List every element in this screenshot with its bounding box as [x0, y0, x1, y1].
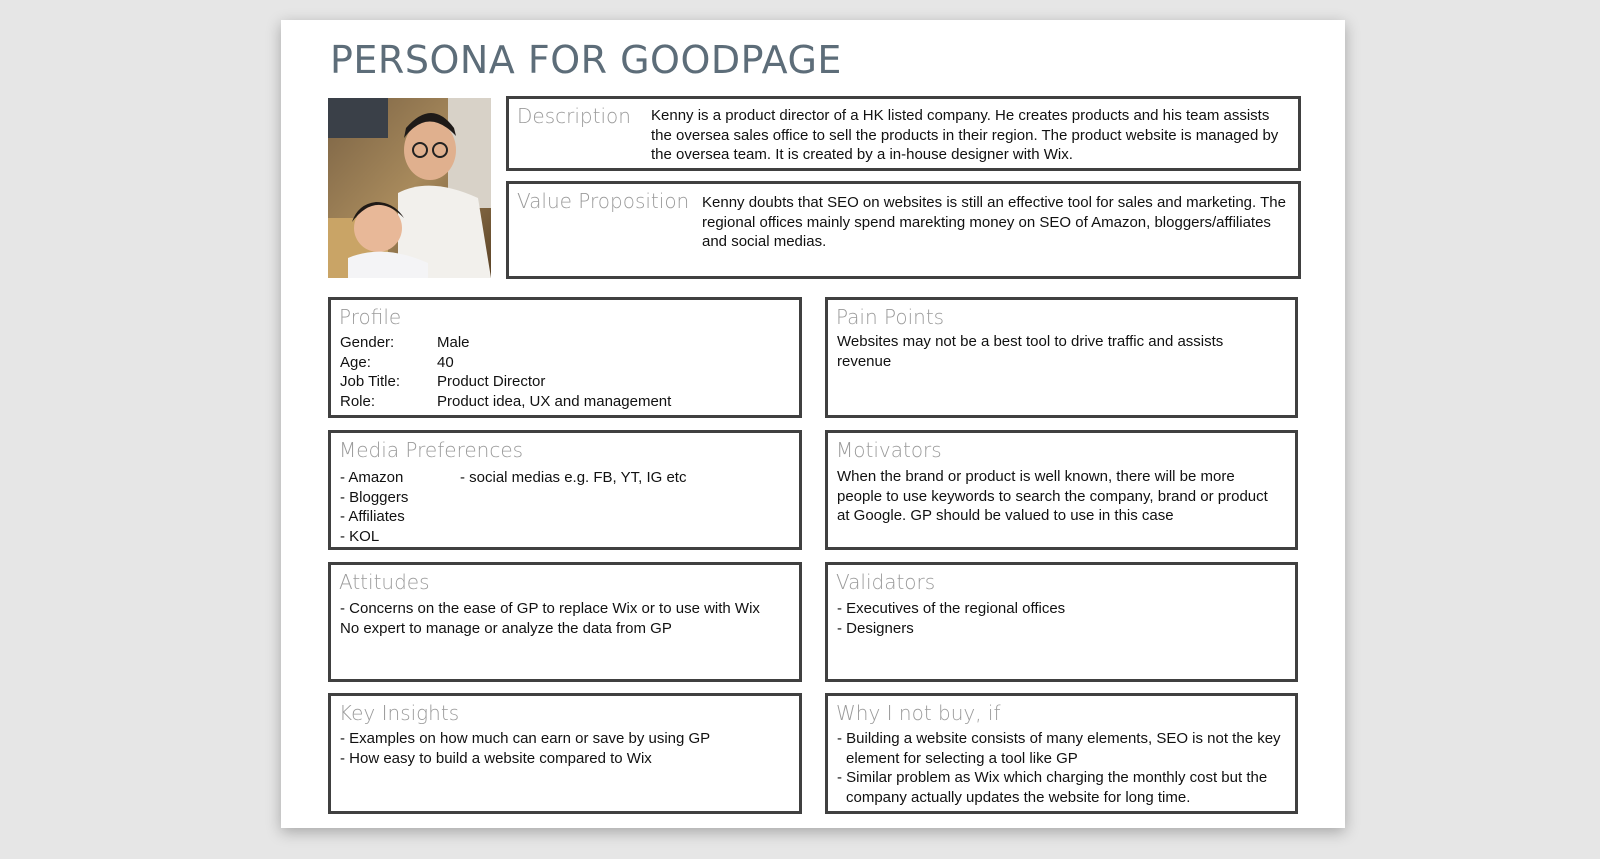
profile-value: Product idea, UX and management — [437, 392, 672, 410]
description-card — [506, 96, 1301, 171]
list-item: - How easy to build a website compared to Wix — [340, 749, 652, 767]
pain-points-card — [825, 297, 1298, 418]
why-not-buy-card — [825, 693, 1298, 814]
list-item: - Executives of the regional offices — [837, 600, 1066, 617]
attitudes-label: Attitudes — [339, 570, 430, 594]
list-item: - social medias e.g. FB, YT, IG etc — [460, 469, 687, 486]
profile-value: Product Director — [437, 373, 546, 390]
motivators-label: Motivators — [836, 438, 942, 462]
list-item: - Concerns on the ease of GP to replace Wix or to use with Wix — [340, 600, 760, 617]
media-preferences-label: Media Preferences — [339, 438, 524, 462]
key-insights-label: Key Insights — [339, 701, 460, 725]
list-item: - Examples on how much can earn or save by using GP — [340, 730, 711, 747]
list-item: - Similar problem as Wix which charging the monthly cost but the company actually updates the website for long time. — [837, 769, 1268, 806]
profile-value: 40 — [437, 353, 454, 371]
profile-label: Profile — [339, 305, 402, 329]
pain-points-label: Pain Points — [836, 305, 945, 329]
pain-points-text: Websites may not be a best tool to drive traffic and assists revenue — [837, 333, 1224, 370]
persona-photo-image — [328, 98, 491, 278]
profile-row-age — [340, 353, 671, 373]
list-item: - Bloggers — [340, 488, 409, 506]
validators-label: Validators — [836, 570, 936, 594]
validators-list — [837, 599, 1065, 638]
description-text: Kenny is a product director of a HK listed company. He creates products and his team assists the oversea sales office to sell the products in their region. The product website is managed by the oversea team. It is created by a in-house designer with Wix. — [651, 107, 1279, 163]
list-item: No expert to manage or analyze the data from GP — [340, 619, 672, 637]
profile-table — [340, 333, 671, 411]
profile-key: Job Title: — [340, 373, 401, 390]
motivators-text: When the brand or product is well known, there will be more people to use keywords to search the company, brand or product at Google. GP should be valued to use in this case — [837, 468, 1268, 524]
key-insights-list — [340, 729, 710, 768]
description-label: Description — [517, 104, 631, 128]
value-proposition-label: Value Proposition — [517, 189, 690, 213]
page-title: PERSONA FOR GOODPAGE — [330, 38, 842, 82]
attitudes-list — [340, 599, 800, 638]
profile-row-role — [340, 392, 671, 412]
why-not-buy-label: Why I not buy, if — [836, 701, 1001, 725]
profile-row-job-title — [340, 372, 671, 392]
list-item: - Affiliates — [340, 508, 405, 525]
list-item: - Designers — [837, 619, 914, 637]
list-item: - Building a website consists of many elements, SEO is not the key element for selecting a tool like GP — [837, 730, 1281, 767]
motivators-card — [825, 430, 1298, 550]
media-preferences-list — [340, 468, 408, 546]
media-preferences-card — [328, 430, 802, 550]
list-item: - KOL — [340, 527, 380, 545]
media-preferences-list-secondary — [460, 468, 686, 488]
attitudes-card — [328, 562, 802, 682]
profile-card — [328, 297, 802, 418]
value-proposition-card — [506, 181, 1301, 279]
profile-row-gender — [340, 333, 671, 353]
profile-key: Gender: — [340, 334, 395, 351]
profile-key: Age: — [340, 353, 371, 371]
value-proposition-text: Kenny doubts that SEO on websites is still an effective tool for sales and marketing. The regional offices mainly spend marekting money on SEO of Amazon, bloggers/affiliates and social medias. — [702, 194, 1286, 250]
validators-card — [825, 562, 1298, 682]
persona-photo — [328, 98, 491, 278]
why-not-buy-list — [837, 729, 1289, 807]
key-insights-card — [328, 693, 802, 814]
list-item: - Amazon — [340, 469, 404, 486]
profile-key: Role: — [340, 392, 376, 410]
profile-value: Male — [437, 334, 470, 351]
